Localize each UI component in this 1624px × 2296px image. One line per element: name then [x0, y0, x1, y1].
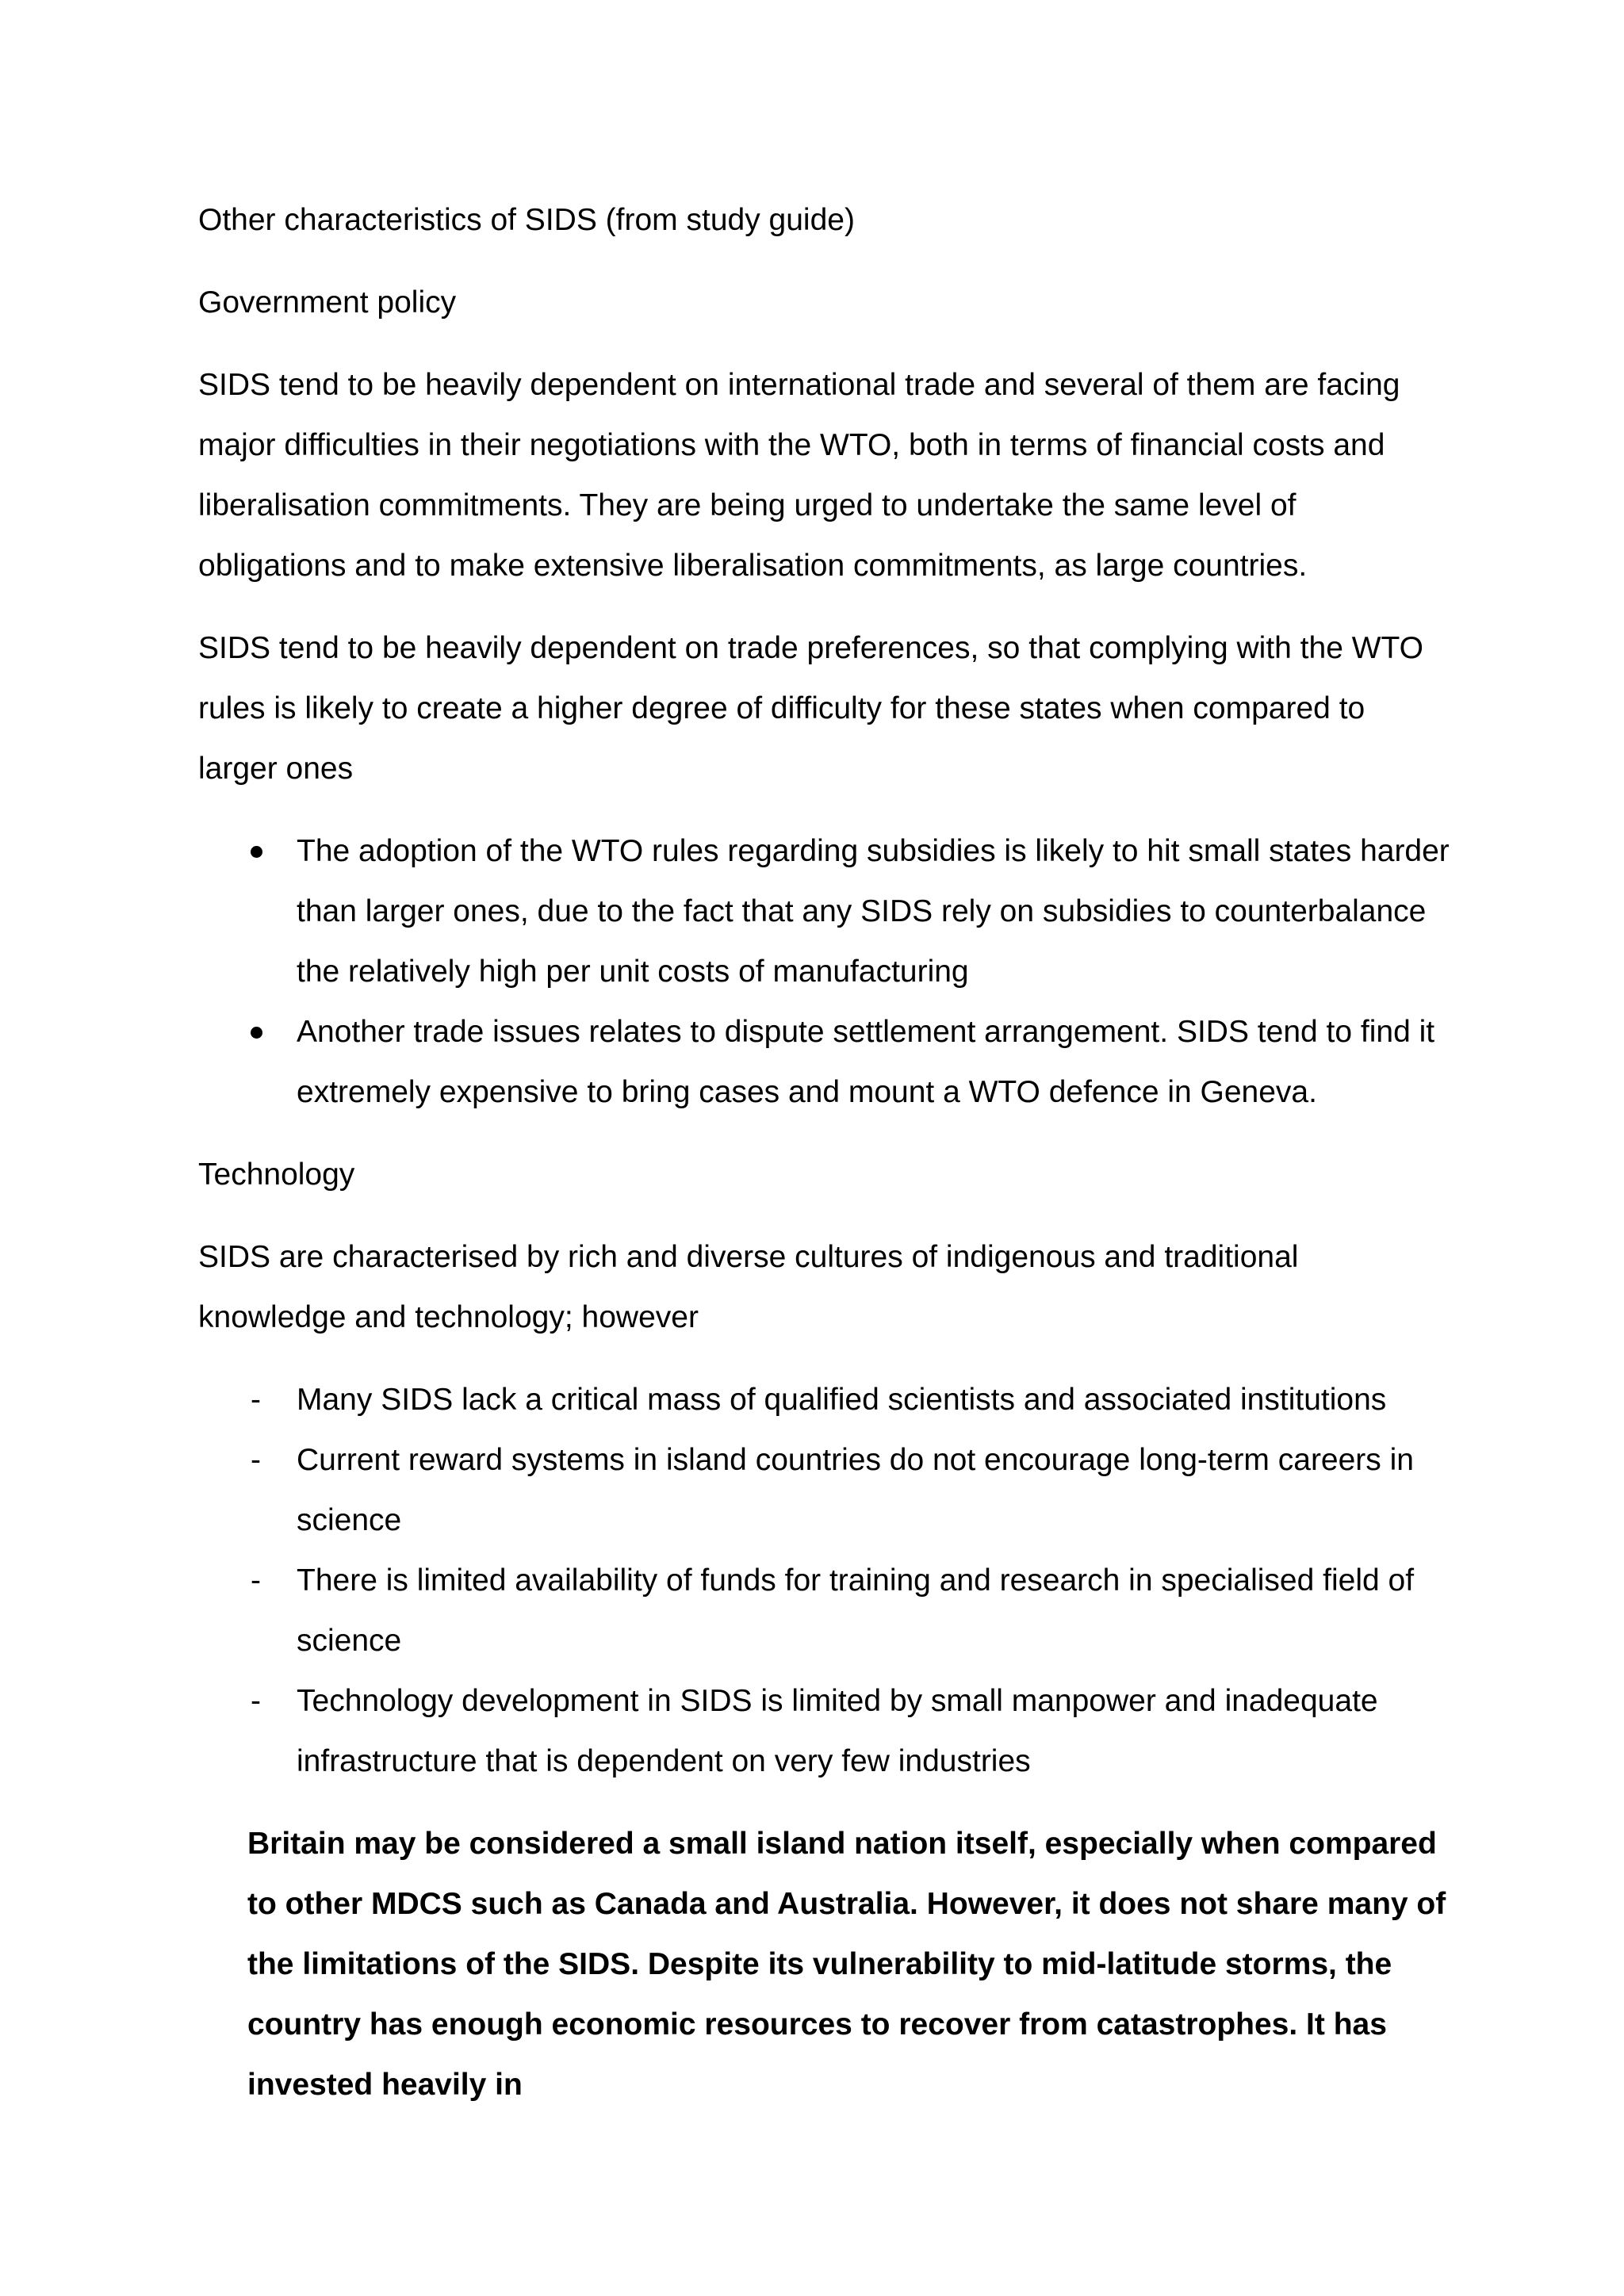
- dash-marker: -: [251, 1383, 261, 1417]
- paragraph-trade-dependence: SIDS tend to be heavily dependent on international trade and several of them are facing major difficulties in their negotiations with the WTO, both in terms of financial costs and liberalisation commitments. They are being urged to undertake the same level of obligations and to make extensive liberalisation commitments, as large countries.: [198, 368, 1400, 583]
- paragraph-technology-intro: SIDS are characterised by rich and diverse cultures of indigenous and traditional knowledge and technology; however: [198, 1240, 1299, 1334]
- section-heading-technology: Technology: [198, 1158, 355, 1192]
- dash-marker: -: [251, 1563, 261, 1598]
- document-title: Other characteristics of SIDS (from study guide): [198, 203, 855, 237]
- section-heading-government-policy: Government policy: [198, 285, 457, 320]
- document-body: [198, 190, 1451, 2137]
- bullet-icon: [251, 1027, 262, 1039]
- dash-list-technology: [198, 1370, 1451, 1792]
- bullet-list-wto: [198, 821, 1451, 1123]
- paragraph-trade-preferences: SIDS tend to be heavily dependent on trade preferences, so that complying with the WTO rules is likely to create a higher degree of difficulty for these states when compared to larger ones: [198, 631, 1423, 786]
- list-item: [198, 1551, 1451, 1671]
- list-item-text: There is limited availability of funds for training and research in specialised field of science: [297, 1563, 1415, 1658]
- list-item: [198, 1002, 1451, 1123]
- dash-marker: -: [251, 1443, 261, 1477]
- list-item-text: Technology development in SIDS is limited by small manpower and inadequate infrastructure that is dependent on very few industries: [297, 1684, 1378, 1778]
- list-item-text: Many SIDS lack a critical mass of qualified scientists and associated institutions: [297, 1383, 1387, 1417]
- list-item: [198, 1430, 1451, 1551]
- list-item-text: Current reward systems in island countries do not encourage long-term careers in science: [297, 1443, 1414, 1537]
- bullet-icon: [251, 846, 262, 858]
- dash-marker: -: [251, 1684, 261, 1718]
- list-item: [198, 1370, 1451, 1430]
- list-item: [198, 821, 1451, 1002]
- list-item: [198, 1671, 1451, 1792]
- list-item-text: The adoption of the WTO rules regarding subsidies is likely to hit small states harder than larger ones, due to the fact that any SIDS rely on subsidies to counterbalance the relatively high per unit costs of manufacturing: [297, 834, 1450, 989]
- list-item-text: Another trade issues relates to dispute settlement arrangement. SIDS tend to find it extremely expensive to bring cases and mount a WTO defence in Geneva.: [297, 1015, 1435, 1109]
- bold-paragraph-britain: Britain may be considered a small island nation itself, especially when compared to other MDCS such as Canada and Australia. However, it does not share many of the limitations of the SIDS. Despite its vulnerability to mid-latitude storms, the country has enough economic resources to recover from catastrophes. It has invested heavily in: [247, 1827, 1446, 2102]
